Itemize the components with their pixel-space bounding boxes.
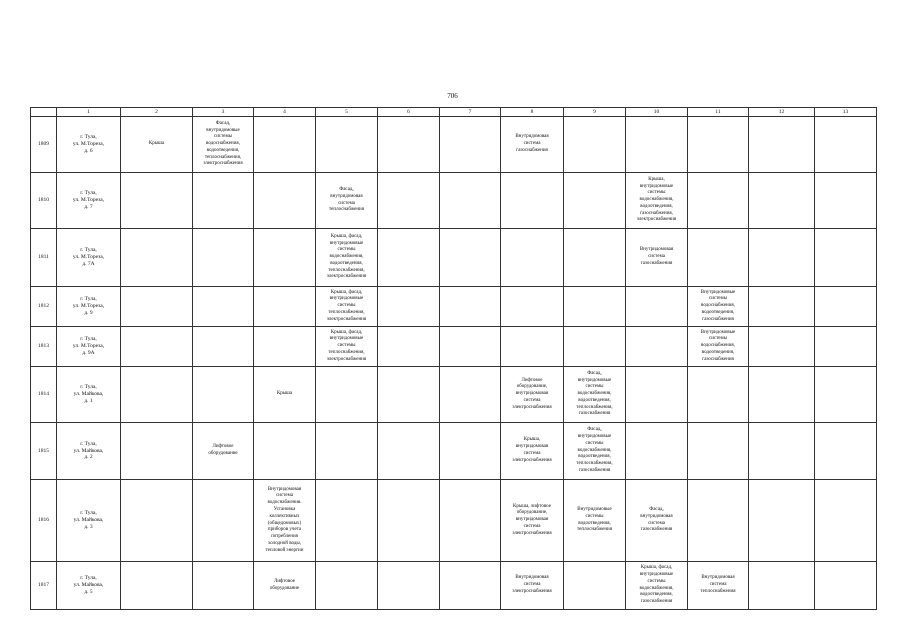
work-cell [440,367,501,423]
work-cell [815,287,877,327]
work-cell [193,173,254,229]
work-cell [749,229,815,287]
row-number: 1809 [31,117,57,173]
work-cell: Лифтовое оборудование [254,562,316,610]
work-cell [193,229,254,287]
address-cell: г. Тула, ул. М.Тореза, д. 7А [57,229,121,287]
work-cell [193,287,254,327]
work-cell [815,229,877,287]
work-cell [501,229,564,287]
work-cell [440,229,501,287]
work-cell [815,117,877,173]
work-cell: Крыша, фасад, внутридомовые системы теплоснабжения, электроснабжения [316,327,378,367]
work-cell [815,480,877,562]
work-cell [378,327,440,367]
work-cell [121,367,193,423]
work-cell: Фасад, внутридомовые системы водоснабжения, водоотведения, теплоснабжения, электроснабжения [193,117,254,173]
work-cell [501,287,564,327]
header-cell: 7 [440,108,501,117]
table-row [31,287,877,327]
work-cell [815,367,877,423]
address-cell: г. Тула, ул. Майкова, д. 1 [57,367,121,423]
header-cell: 12 [749,108,815,117]
work-cell [749,367,815,423]
work-cell [749,480,815,562]
work-cell [626,287,688,327]
work-cell [749,173,815,229]
work-cell [378,117,440,173]
work-cell [688,173,749,229]
work-cell [254,423,316,480]
capital-repair-table [30,107,877,610]
work-cell: Крыша, лифтовое оборудование, внутридомовая система электроснабжения [501,480,564,562]
table-row [31,562,877,610]
work-cell: Фасад, внутридомовая система теплоснабжения [316,173,378,229]
work-cell [254,173,316,229]
work-cell: Крыша [254,367,316,423]
work-cell [440,287,501,327]
address-cell: г. Тула, ул. Майкова, д. 5 [57,562,121,610]
work-cell: Фасад, внутридомовые системы водоснабжения, водоотведения, теплоснабжения, газоснабжения [564,367,626,423]
work-cell: Крыша, фасад, внутридомовые системы водоснабжения, водоотведения, теплоснабжения, электроснабжения [316,229,378,287]
header-cell: 6 [378,108,440,117]
work-cell [501,173,564,229]
work-cell: Крыша, фасад, внутридомовые системы теплоснабжения, электроснабжения [316,287,378,327]
work-cell [121,480,193,562]
work-cell [749,423,815,480]
work-cell [193,367,254,423]
address-cell: г. Тула, ул. М.Тореза, д. 7 [57,173,121,229]
work-cell [688,117,749,173]
row-number: 1815 [31,423,57,480]
table-row [31,423,877,480]
header-cell: 2 [121,108,193,117]
work-cell [378,480,440,562]
row-number: 1813 [31,327,57,367]
work-cell [378,287,440,327]
row-number: 1814 [31,367,57,423]
work-cell: Крыша, фасад, внутридомовые системы водоснабжения, водоотведения, газоснабжения [626,562,688,610]
work-cell [378,367,440,423]
work-cell [626,367,688,423]
table-row [31,367,877,423]
header-cell: 10 [626,108,688,117]
work-cell [440,423,501,480]
work-cell: Лифтовое оборудование, внутридомовая система электроснабжения [501,367,564,423]
work-cell: Лифтовое оборудование [193,423,254,480]
work-cell: Внутридомовая система теплоснабжения [688,562,749,610]
work-cell [193,562,254,610]
work-cell [564,117,626,173]
work-cell [626,117,688,173]
work-cell [254,287,316,327]
address-cell: г. Тула, ул. М.Тореза, д. 6 [57,117,121,173]
work-cell [501,327,564,367]
address-cell: г. Тула, ул. Майкова, д. 2 [57,423,121,480]
work-cell [121,423,193,480]
work-cell [193,327,254,367]
work-cell [378,423,440,480]
work-cell [688,367,749,423]
work-cell: Внутридомовая система газоснабжения [501,117,564,173]
work-cell [440,173,501,229]
work-cell [749,327,815,367]
page-number: 706 [447,92,458,100]
header-row [31,108,877,117]
header-cell: 9 [564,108,626,117]
work-cell [815,327,877,367]
row-number: 1812 [31,287,57,327]
work-cell [626,423,688,480]
work-cell [316,423,378,480]
header-cell: 5 [316,108,378,117]
table-row [31,480,877,562]
work-cell [193,480,254,562]
work-cell [254,117,316,173]
work-cell [749,117,815,173]
address-cell: г. Тула, ул. Майкова, д. 3 [57,480,121,562]
row-number: 1816 [31,480,57,562]
work-cell [815,173,877,229]
work-cell: Фасад, внутридомовые системы водоснабжения, водоотведения, теплоснабжения, газоснабжения [564,423,626,480]
work-cell [688,480,749,562]
work-cell: Фасад, внутридомовая система газоснабжения [626,480,688,562]
work-cell [815,562,877,610]
work-cell [440,327,501,367]
header-cell: 1 [57,108,121,117]
header-cell: 3 [193,108,254,117]
work-cell [316,117,378,173]
work-cell: Крыша, внутридомовые системы водоснабжения, водоотведения, газоснабжения, электроснабжения [626,173,688,229]
work-cell: Внутридомовая система электроснабжения [501,562,564,610]
work-cell: Внутридомовые системы водоснабжения, водоотведения, газоснабжения [688,287,749,327]
work-cell [564,173,626,229]
work-cell [254,327,316,367]
address-cell: г. Тула, ул. М.Тореза, д. 9А [57,327,121,367]
work-cell [121,562,193,610]
work-cell [749,562,815,610]
address-cell: г. Тула, ул. М.Тореза, д. 9 [57,287,121,327]
work-cell: Крыша [121,117,193,173]
work-cell [440,117,501,173]
row-number: 1811 [31,229,57,287]
work-cell [688,423,749,480]
work-cell [564,287,626,327]
work-cell [564,229,626,287]
work-cell [121,327,193,367]
work-cell [626,327,688,367]
work-cell [688,229,749,287]
work-cell: Внутридомовая система газоснабжения [626,229,688,287]
header-cell: 13 [815,108,877,117]
table-row [31,173,877,229]
work-cell [121,173,193,229]
work-cell [440,562,501,610]
work-cell: Внутридомовые системы водоснабжения, водоотведения, газоснабжения [688,327,749,367]
work-cell [378,229,440,287]
work-cell [378,562,440,610]
work-cell [121,287,193,327]
table-row [31,327,877,367]
work-cell [316,367,378,423]
work-cell [749,287,815,327]
header-cell: 11 [688,108,749,117]
work-cell [121,229,193,287]
work-cell [440,480,501,562]
row-number: 1810 [31,173,57,229]
row-number: 1817 [31,562,57,610]
header-cell: 8 [501,108,564,117]
table-body [31,117,877,610]
work-cell [564,562,626,610]
header-cell-blank [31,108,57,117]
table-row [31,117,877,173]
header-cell: 4 [254,108,316,117]
work-cell [316,480,378,562]
work-cell [254,229,316,287]
work-cell: Крыша, внутридомовая система электроснабжения [501,423,564,480]
work-cell [378,173,440,229]
work-cell [564,327,626,367]
work-cell [316,562,378,610]
work-cell [815,423,877,480]
table-row [31,229,877,287]
work-cell: Внутридомовые системы водоотведения, теплоснабжения [564,480,626,562]
work-cell: Внутридомовая система водоснабжения. Установка коллективных (общедомовых) приборов учета потребления холодной воды, тепловой энергии [254,480,316,562]
